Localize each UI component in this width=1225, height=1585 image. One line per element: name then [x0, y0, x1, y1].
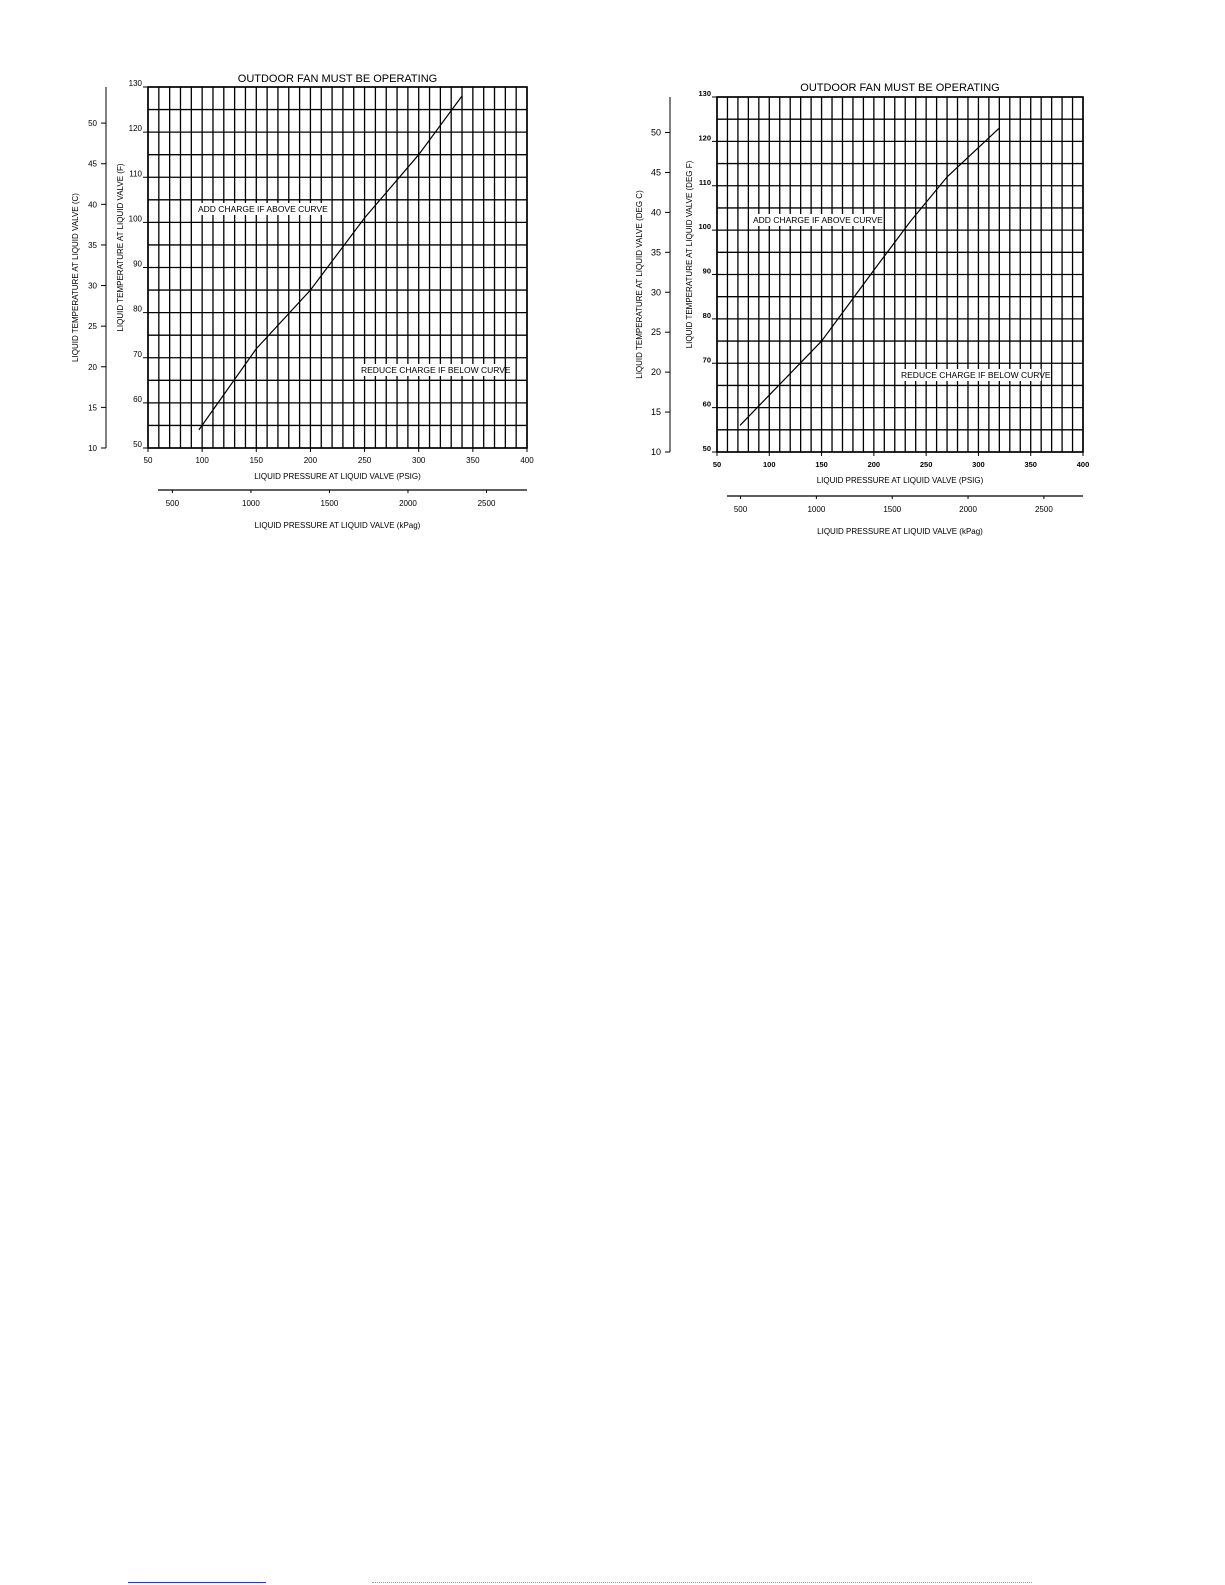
x-tick-label: 250 [919, 460, 933, 469]
kpag-tick-label: 500 [165, 499, 180, 508]
chart-title: OUTDOOR FAN MUST BE OPERATING [800, 82, 1000, 94]
celsius-tick-label: 50 [88, 119, 97, 129]
x-tick-label: 50 [143, 456, 153, 465]
y-tick-label: 80 [702, 310, 711, 320]
y-tick-label: 60 [133, 394, 142, 404]
kpag-axis-label: LIQUID PRESSURE AT LIQUID VALVE (kPag) [254, 521, 421, 530]
celsius-tick-label: 20 [650, 367, 661, 378]
celsius-tick-label: 15 [88, 403, 97, 413]
y-tick-label: 110 [698, 177, 711, 187]
y-tick-label: 120 [698, 133, 711, 143]
kpag-tick-label: 2500 [1034, 505, 1053, 514]
celsius-tick-label: 40 [650, 207, 661, 218]
celsius-tick-label: 45 [650, 167, 661, 178]
kpag-tick-label: 2500 [477, 499, 496, 508]
x-tick-label: 100 [763, 460, 776, 469]
x-tick-label: 100 [195, 456, 209, 465]
y-tick-label: 130 [128, 79, 142, 88]
x-tick-label: 300 [412, 456, 426, 465]
y-tick-label: 100 [128, 214, 142, 224]
celsius-tick-label: 10 [650, 447, 661, 457]
annotation-add-charge: ADD CHARGE IF ABOVE CURVE [198, 204, 328, 214]
charging-chart-right [612, 0, 1225, 560]
celsius-tick-label: 10 [88, 444, 97, 453]
y-tick-label: 50 [702, 444, 711, 453]
kpag-axis-label: LIQUID PRESSURE AT LIQUID VALVE (kPag) [817, 527, 983, 536]
chart-title: OUTDOOR FAN MUST BE OPERATING [237, 73, 438, 85]
kpag-tick-label: 1000 [807, 505, 826, 514]
x-tick-label: 200 [303, 456, 318, 465]
y-tick-label: 130 [698, 89, 711, 98]
celsius-tick-label: 30 [88, 281, 97, 291]
x-tick-label: 200 [867, 460, 881, 469]
x-tick-label: 400 [1076, 460, 1090, 469]
annotation-reduce-charge: REDUCE CHARGE IF BELOW CURVE [361, 365, 511, 375]
kpag-tick-label: 2000 [399, 499, 417, 508]
celsius-tick-label: 45 [88, 159, 97, 169]
celsius-tick-label: 40 [88, 200, 97, 210]
celsius-tick-label: 25 [88, 322, 97, 332]
x-tick-label: 150 [815, 460, 828, 469]
y-tick-label: 90 [702, 266, 711, 276]
celsius-tick-label: 20 [88, 362, 97, 372]
x-tick-label: 150 [249, 456, 263, 465]
x-tick-label: 300 [972, 460, 985, 469]
kpag-tick-label: 1500 [883, 505, 902, 514]
celsius-tick-label: 35 [88, 240, 97, 250]
celsius-tick-label: 35 [650, 247, 661, 258]
y-tick-label: 120 [128, 124, 142, 134]
y-tick-label: 70 [133, 349, 142, 359]
y-axis-label-f: LIQUID TEMPERATURE AT LIQUID VALVE (F) [116, 163, 125, 332]
annotation-reduce-charge: REDUCE CHARGE IF BELOW CURVE [901, 370, 1051, 380]
footer-dotted-rule [372, 1582, 1032, 1584]
x-tick-label: 50 [712, 460, 722, 469]
y-axis-label-c: LIQUID TEMPERATURE AT LIQUID VALVE (DEG C) [635, 190, 644, 379]
celsius-tick-label: 50 [650, 127, 661, 138]
y-tick-label: 80 [133, 304, 142, 314]
kpag-tick-label: 1500 [320, 499, 339, 508]
y-tick-label: 90 [133, 259, 142, 269]
x-tick-label: 250 [357, 456, 372, 465]
y-tick-label: 110 [129, 169, 142, 179]
x-axis-label: LIQUID PRESSURE AT LIQUID VALVE (PSIG) [254, 472, 421, 481]
y-axis-label-c: LIQUID TEMPERATURE AT LIQUID VALVE (C) [71, 193, 80, 362]
charging-chart-left [0, 0, 612, 560]
celsius-tick-label: 15 [650, 407, 661, 418]
celsius-tick-label: 25 [650, 327, 661, 338]
footer-link-rule [128, 1582, 266, 1583]
y-tick-label: 100 [698, 222, 711, 232]
y-axis-label-f: LIQUID TEMPERATURE AT LIQUID VALVE (DEG F) [685, 160, 694, 349]
x-tick-label: 350 [1024, 460, 1037, 469]
y-tick-label: 60 [702, 399, 711, 409]
celsius-tick-label: 30 [650, 287, 661, 298]
kpag-tick-label: 1000 [242, 499, 260, 508]
x-axis-label: LIQUID PRESSURE AT LIQUID VALVE (PSIG) [816, 476, 984, 485]
y-tick-label: 70 [702, 355, 711, 365]
x-tick-label: 400 [520, 456, 534, 465]
kpag-tick-label: 2000 [959, 505, 977, 514]
annotation-add-charge: ADD CHARGE IF ABOVE CURVE [753, 215, 883, 225]
x-tick-label: 350 [466, 456, 480, 465]
kpag-tick-label: 500 [733, 505, 748, 514]
y-tick-label: 50 [133, 440, 142, 449]
